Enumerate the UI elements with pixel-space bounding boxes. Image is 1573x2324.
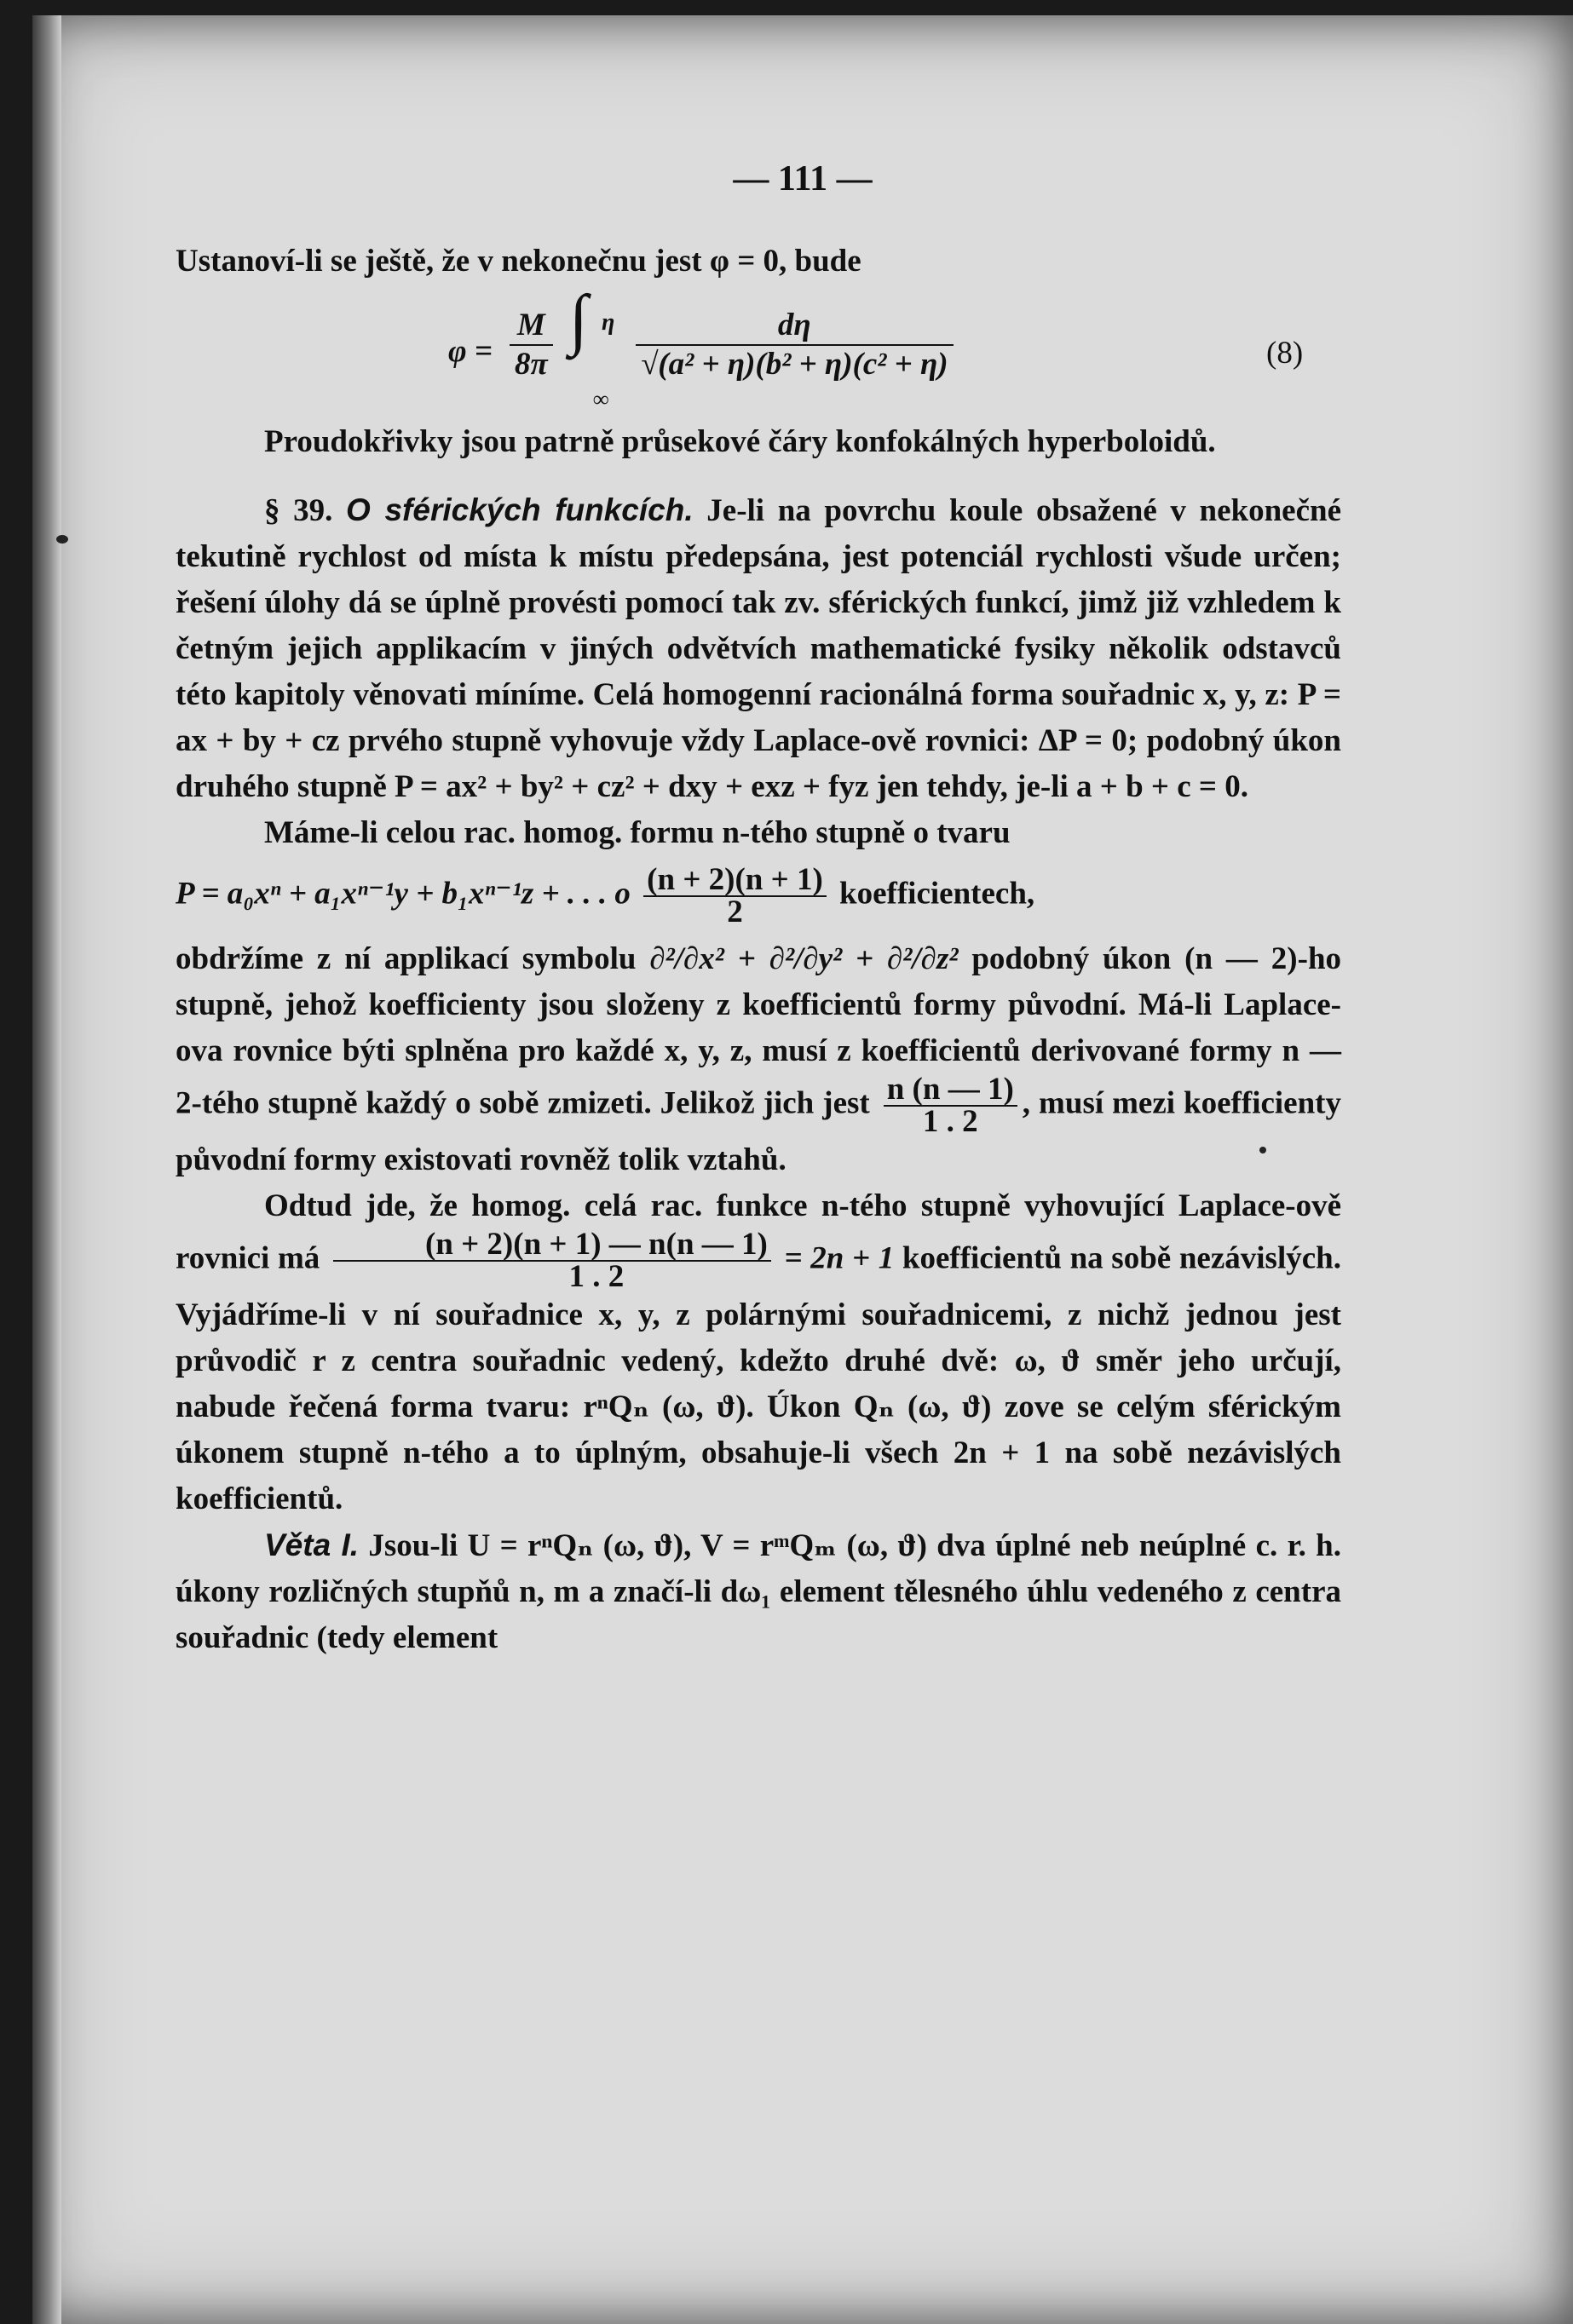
laplace-operator: ∂²/∂x² + ∂²/∂y² + ∂²/∂z² [649, 941, 959, 976]
section-text: Je-li na povrchu koule obsažené v nekonečné tekutině rychlost od místa k místu předepsána, jest potenciál rychlosti všude určen; řešení úlohy dá se úplně provésti pomocí tak zv. sférických funkcí, jimž již vzhledem k četným jejich applikacím v jiných odvětvích mathematické fysiky několik odstavců této kapitoly věnovati míníme. Celá homogenní racionálná forma souřadnic x, y, z: P = ax + by + cz prvého stupně vyhovuje vždy Laplace-ově rovnici: ΔP = 0; podobný úkon druhého stupně P = ax² + by² + cz² + dxy + exz + fyz jen tehdy, je-li a + b + c = 0. [176, 493, 1342, 804]
koefficientech: koefficientech, [839, 876, 1035, 912]
result-2n1: = 2n + 1 [784, 1240, 895, 1276]
theorem-label: Věta I. [264, 1527, 360, 1562]
text-obdrzime: obdržíme z ní applikací symbolu [176, 941, 637, 976]
integrand-den: √(a² + η)(b² + η)(c² + η) [641, 347, 948, 382]
page-number: — 111 — [733, 159, 873, 198]
fraction-count [333, 1229, 771, 1292]
coef-num: M [510, 307, 553, 346]
formula-P-general [176, 862, 1341, 929]
paragraph-form-intro: Máme-li celou rac. homog. formu n-tého stupně o tvaru [264, 815, 1011, 850]
page-edge-shadow [32, 15, 61, 2324]
paragraph-intro: Ustanoví-li se ještě, že v nekonečnu jest φ = 0, bude [176, 244, 861, 279]
frac-num: (n + 2)(n + 1) [643, 865, 827, 897]
equation-tag: (8) [1266, 336, 1304, 371]
margin-dot [1259, 1147, 1266, 1153]
integral-upper: η [602, 309, 615, 336]
paragraph-laplace-symbol [176, 936, 1341, 1183]
formula-coefficient [510, 307, 553, 383]
fraction-coefficients [643, 862, 827, 929]
text-vztahu: , musí mezi koefficienty původní formy existovati rovněž tolik vztahů. [176, 1085, 1342, 1177]
text-koefficientu: koefficientů na sobě nezávislých. Vyjádříme-li v ní souřadnice x, y, z polárnými souřadnicemi, z nichž jednou jest průvodič r z centra souřadnic vedený, kdežto druhé dvě: ω, ϑ směr jeho určují, nabude řečená forma tvaru: rⁿQₙ (ω, ϑ). Úkon Qₙ (ω, ϑ) zove se celým sférickým úkonem stupně n-tého a to úplným, obsahuje-li všech 2n + 1 na sobě nezávislých koefficientů. [176, 1240, 1341, 1516]
formula-8 [176, 282, 1341, 411]
text-podobny-ukon: podobný úkon (n — 2)-ho stupně, jehož koefficienty jsou složeny z koefficientů formy původní. Má-li Laplace-ova rovnice býti splněna pro každé x, y, z, musí z koefficientů derivované formy n — 2-tého stupně každý o sobě zmizeti. Jelikož jich jest [176, 941, 1342, 1121]
formula-lhs: φ = [448, 334, 493, 369]
integrand [636, 307, 954, 383]
theorem-text: Jsou-li U = rⁿQₙ (ω, ϑ), V = rᵐQₘ (ω, ϑ) dva úplné neb neúplné c. r. h. úkony rozličných stupňů n, m a značí-li dω₁ element tělesného úhlu vedeného z centra souřadnic (tedy element [176, 1528, 1341, 1655]
paragraph-veta-1 [176, 1522, 1341, 1661]
paragraph-odtud [176, 1183, 1341, 1522]
section-title: O sférických funkcích. [346, 492, 694, 527]
paragraph-hyperboloids: Proudokřivky jsou patrně průsekové čáry konfokálných hyperboloidů. [264, 424, 1216, 459]
text-odtud: Odtud jde, že homog. celá rac. funkce n-tého stupně vyhovující Laplace-ově rovnici má [176, 1188, 1341, 1276]
frac2-num: n (n — 1) [884, 1074, 1017, 1107]
coef-den: 8π [515, 347, 548, 382]
frac3-num: (n + 2)(n + 1) — n(n — 1) [333, 1229, 771, 1262]
frac3-den: 1 . 2 [568, 1259, 625, 1294]
frac2-den: 1 . 2 [922, 1104, 978, 1139]
paragraph-section-39 [176, 487, 1341, 810]
section-number: § 39. [264, 493, 333, 528]
integral-lower: ∞ [593, 387, 609, 411]
formula-P: P = a₀xⁿ + a₁xⁿ⁻¹y + b₁xⁿ⁻¹z + . . . o [176, 876, 631, 912]
scanned-page [32, 15, 1573, 2324]
integrand-num: dη [636, 307, 954, 346]
body-text [176, 239, 1341, 1661]
margin-mark [56, 535, 68, 544]
integral-sign-icon: ∫ [569, 282, 588, 357]
frac-den: 2 [727, 895, 743, 929]
fraction-n-n-1 [884, 1074, 1017, 1137]
